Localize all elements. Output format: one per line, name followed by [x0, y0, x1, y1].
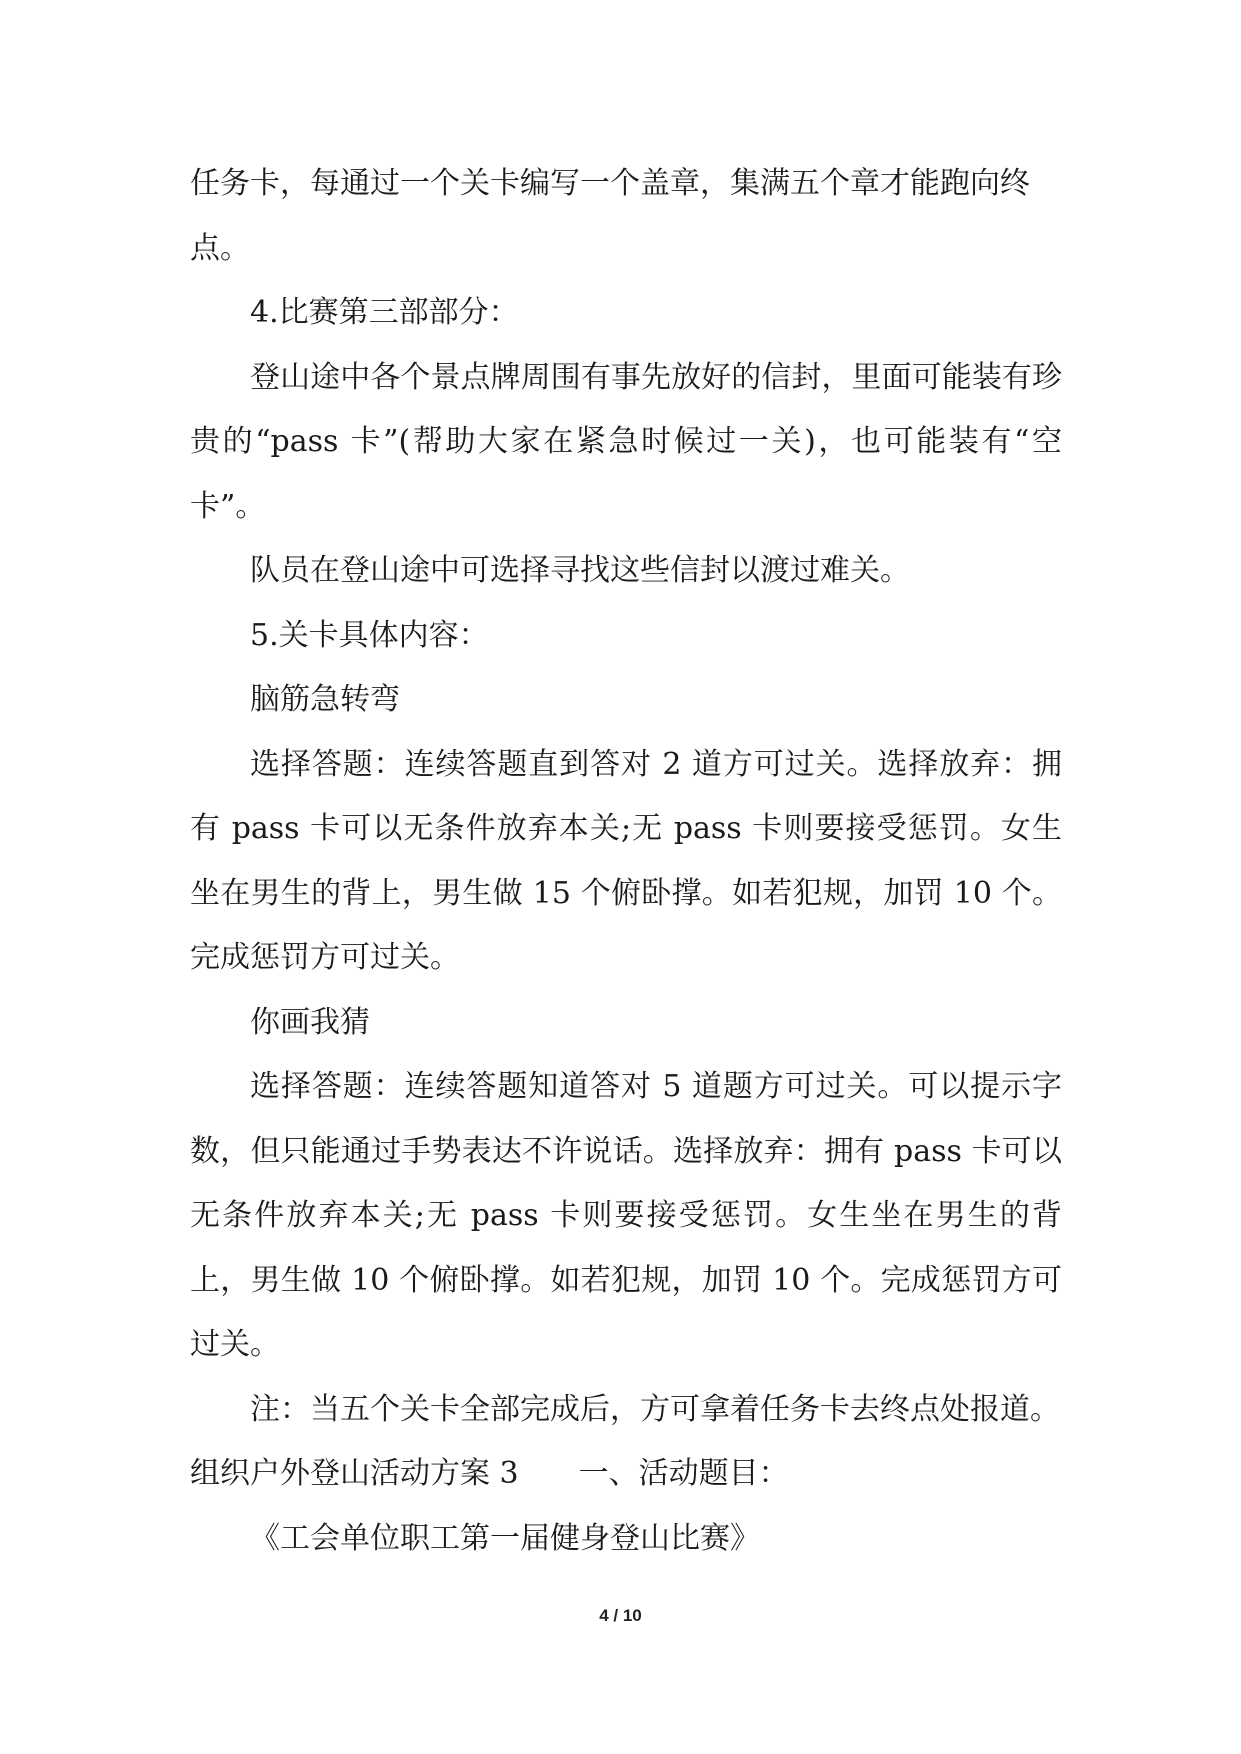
paragraph-part-three-heading: 4.比赛第三部部分： [250, 295, 519, 330]
paragraph-draw-guess-title: 你画我猜 [250, 1004, 370, 1040]
paragraph-find-envelopes: 队员在登山途中可选择寻找这些信封以渡过难关。 [250, 553, 910, 588]
paragraph-brain-teaser-title: 脑筋急转弯 [250, 682, 400, 717]
page-number: 4 / 10 [599, 1606, 642, 1625]
paragraph-brain-teaser-rules: 选择答题：连续答题直到答对 2 道方可过关。选择放弃：拥有 pass 卡可以无条件放弃本关;无 pass 卡则要接受惩罚。女生坐在男生的背上，男生做 15 个俯卧撑。如若犯规，加罚 10 个。完成惩罚方可过关。 [190, 746, 1062, 975]
section-heading: 组织户外登山活动方案 3 一、活动题目： [190, 1456, 789, 1491]
paragraph-task-card: 任务卡，每通过一个关卡编写一个盖章，集满五个章才能跑向终点。 [190, 166, 1030, 266]
paragraph-envelopes: 登山途中各个景点牌周围有事先放好的信封，里面可能装有珍贵的“pass 卡”(帮助大家在紧急时候过一关)，也可能装有“空卡”。 [190, 359, 1062, 524]
event-title: 《工会单位职工第一届健身登山比赛》 [250, 1520, 760, 1556]
paragraph-levels-heading: 5.关卡具体内容： [250, 617, 489, 653]
document-body [190, 152, 1062, 1571]
paragraph-note: 注：当五个关卡全部完成后，方可拿着任务卡去终点处报道。 [250, 1391, 1060, 1427]
paragraph-draw-guess-rules: 选择答题：连续答题知道答对 5 道题方可过关。可以提示字数，但只能通过手势表达不许说话。选择放弃：拥有 pass 卡可以无条件放弃本关;无 pass 卡则要接受惩罚。女生坐在男生的背上，男生做 10 个俯卧撑。如若犯规，加罚 10 个。完成惩罚方可过关。 [190, 1069, 1062, 1362]
